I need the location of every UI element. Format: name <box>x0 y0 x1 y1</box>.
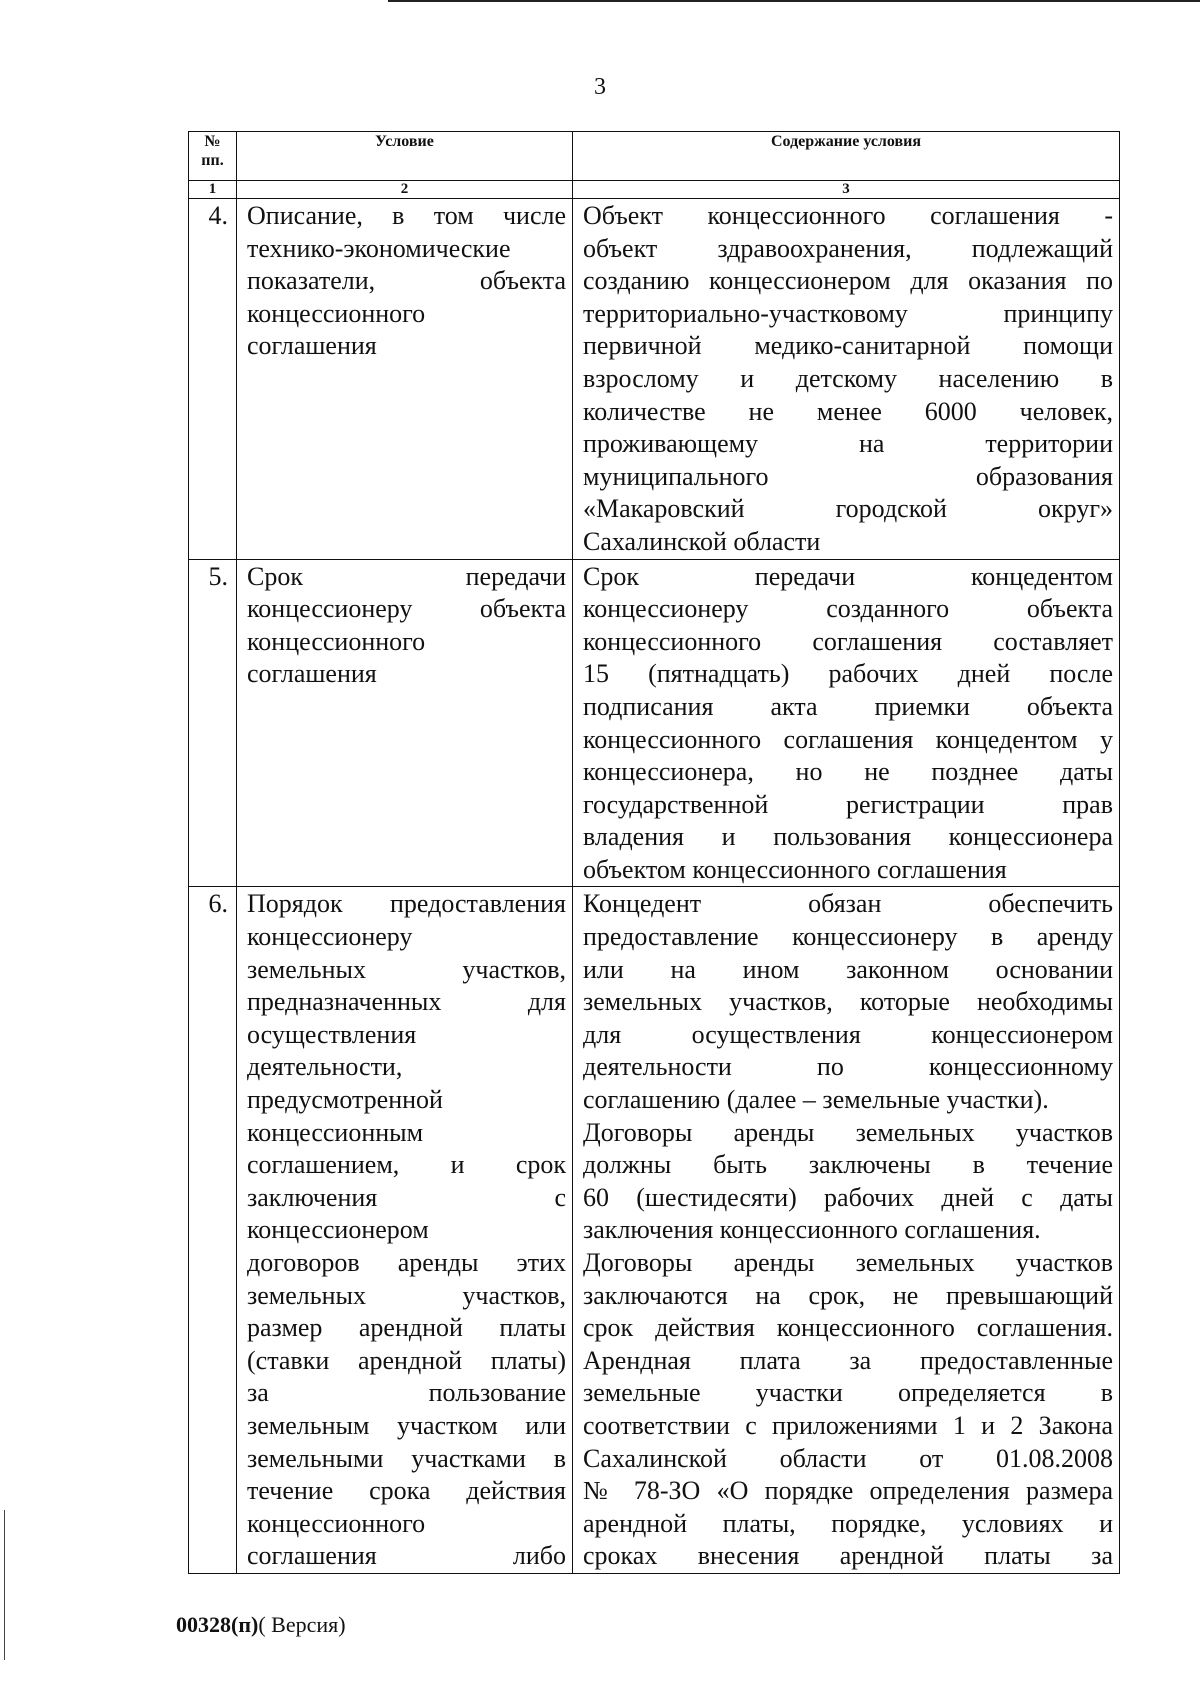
condition-line: концессионером <box>247 1215 429 1245</box>
content-line: Концедент обязан обеспечить <box>583 889 1113 919</box>
content-line: заключаются на срок, не превышающий <box>583 1280 1113 1310</box>
content-line: территориально-участковому принципу <box>583 298 1113 328</box>
scan-top-edge-line <box>388 0 1200 2</box>
content-line: земельные участки определяется в <box>583 1378 1113 1408</box>
content-line: количестве не менее 6000 человек, <box>583 396 1113 426</box>
content-line: Договоры аренды земельных участков <box>583 1248 1113 1277</box>
document-version: ( Версия) <box>258 1612 346 1637</box>
content-line: соответствии с приложениями 1 и 2 Закона <box>583 1410 1113 1440</box>
condition-line: земельными участками в <box>247 1443 566 1473</box>
table-row <box>189 887 1120 1573</box>
content-line: должны быть заключены в течение <box>583 1150 1113 1180</box>
content-line: владения и пользования концессионера <box>583 822 1113 852</box>
condition-cell <box>237 199 573 560</box>
condition-line: (ставки арендной платы) <box>247 1345 566 1375</box>
content-line: объект здравоохранения, подлежащий <box>583 233 1113 263</box>
condition-line: соглашения <box>247 659 377 689</box>
content-line: для осуществления концессионером <box>583 1019 1113 1049</box>
header-num <box>189 132 237 181</box>
condition-line: размер арендной платы <box>247 1313 566 1343</box>
header-content: Содержание условия <box>573 132 1120 181</box>
content-line: проживающему на территории <box>583 429 1113 459</box>
row-number: 4. <box>189 199 237 560</box>
table-row <box>189 199 1120 560</box>
content-line: концессионера, но не позднее даты <box>583 757 1113 787</box>
content-line: «Макаровский городской округ» <box>583 494 1113 524</box>
header-num-line1: № <box>204 133 221 150</box>
content-line: концессионного соглашения концедентом у <box>583 724 1113 754</box>
content-line: заключения концессионного соглашения. <box>583 1215 1041 1245</box>
content-line: земельных участков, которые необходимы <box>583 987 1113 1017</box>
condition-line: земельных участков, <box>247 1280 566 1310</box>
content-line: Сахалинской области <box>583 526 821 556</box>
content-line: подписания акта приемки объекта <box>583 691 1113 721</box>
content-line: деятельности по концессионному <box>583 1052 1113 1082</box>
table-row <box>189 559 1120 887</box>
content-cell <box>573 559 1120 887</box>
document-footer <box>176 1612 346 1638</box>
condition-line: деятельности, <box>247 1052 403 1082</box>
header-num-line2: пп. <box>201 152 224 169</box>
condition-line: концессионного <box>247 298 426 328</box>
content-line: Договоры аренды земельных участков <box>583 1117 1113 1147</box>
content-line: первичной медико-санитарной помощи <box>583 331 1113 361</box>
condition-cell <box>237 887 573 1573</box>
condition-line: концессионеру <box>247 922 413 952</box>
condition-line: соглашения <box>247 331 377 361</box>
condition-line: течение срока действия <box>247 1476 566 1506</box>
content-line: сроках внесения арендной платы за <box>583 1541 1113 1571</box>
content-line: арендной платы, порядке, условиях и <box>583 1508 1113 1538</box>
condition-line: показатели, объекта <box>247 266 566 296</box>
content-line: созданию концессионером для оказания по <box>583 266 1113 296</box>
col-number-2: 2 <box>237 181 573 199</box>
content-line: срок действия концессионного соглашения. <box>583 1313 1113 1343</box>
row-number: 5. <box>189 559 237 887</box>
content-line: № 78-ЗО «О порядке определения размера <box>583 1476 1113 1506</box>
content-line: государственной регистрации прав <box>583 789 1113 819</box>
page-number: 3 <box>594 74 606 100</box>
condition-line: Порядок предоставления <box>247 889 566 919</box>
column-number-row <box>189 181 1120 199</box>
content-line: концессионеру созданного объекта <box>583 594 1113 624</box>
condition-line: предусмотренной <box>247 1085 443 1115</box>
row-number: 6. <box>189 887 237 1573</box>
condition-line: концессионным <box>247 1117 424 1147</box>
document-code: 00328(п) <box>176 1612 259 1637</box>
content-line: объектом концессионного соглашения <box>583 854 1007 884</box>
condition-line: Описание, в том числе <box>247 201 566 230</box>
content-line: Срок передачи концедентом <box>583 561 1113 591</box>
content-line: 60 (шестидесяти) рабочих дней с даты <box>583 1182 1113 1212</box>
condition-line: предназначенных для <box>247 987 566 1017</box>
condition-line: земельных участков, <box>247 954 566 984</box>
header-condition: Условие <box>237 132 573 181</box>
content-line: муниципального образования <box>583 461 1113 491</box>
condition-line: концессионного <box>247 626 426 656</box>
content-line: Арендная плата за предоставленные <box>583 1345 1113 1375</box>
condition-line: соглашения либо <box>247 1541 566 1571</box>
content-line: Сахалинской области от 01.08.2008 <box>583 1443 1113 1473</box>
scan-margin-line <box>4 1510 5 1660</box>
condition-line: технико-экономические <box>247 233 511 263</box>
condition-line: соглашением, и срок <box>247 1150 566 1180</box>
condition-line: земельным участком или <box>247 1410 566 1440</box>
table-header-row <box>189 132 1120 181</box>
condition-line: осуществления <box>247 1019 417 1049</box>
condition-line: концессионного <box>247 1508 426 1538</box>
content-line: 15 (пятнадцать) рабочих дней после <box>583 659 1113 689</box>
condition-line: Срок передачи <box>247 561 566 591</box>
condition-line: заключения с <box>247 1182 566 1212</box>
condition-line: договоров аренды этих <box>247 1248 566 1277</box>
conditions-table <box>188 131 1120 1574</box>
condition-line: за пользование <box>247 1378 566 1408</box>
col-number-1: 1 <box>189 181 237 199</box>
col-number-3: 3 <box>573 181 1120 199</box>
content-cell <box>573 199 1120 560</box>
content-line: взрослому и детскому населению в <box>583 363 1113 393</box>
content-line: предоставление концессионеру в аренду <box>583 922 1113 952</box>
content-line: Объект концессионного соглашения - <box>583 201 1113 230</box>
content-line: соглашению (далее – земельные участки). <box>583 1085 1049 1115</box>
content-line: концессионного соглашения составляет <box>583 626 1113 656</box>
condition-line: концессионеру объекта <box>247 594 566 624</box>
condition-cell <box>237 559 573 887</box>
content-cell <box>573 887 1120 1573</box>
content-line: или на ином законном основании <box>583 954 1113 984</box>
